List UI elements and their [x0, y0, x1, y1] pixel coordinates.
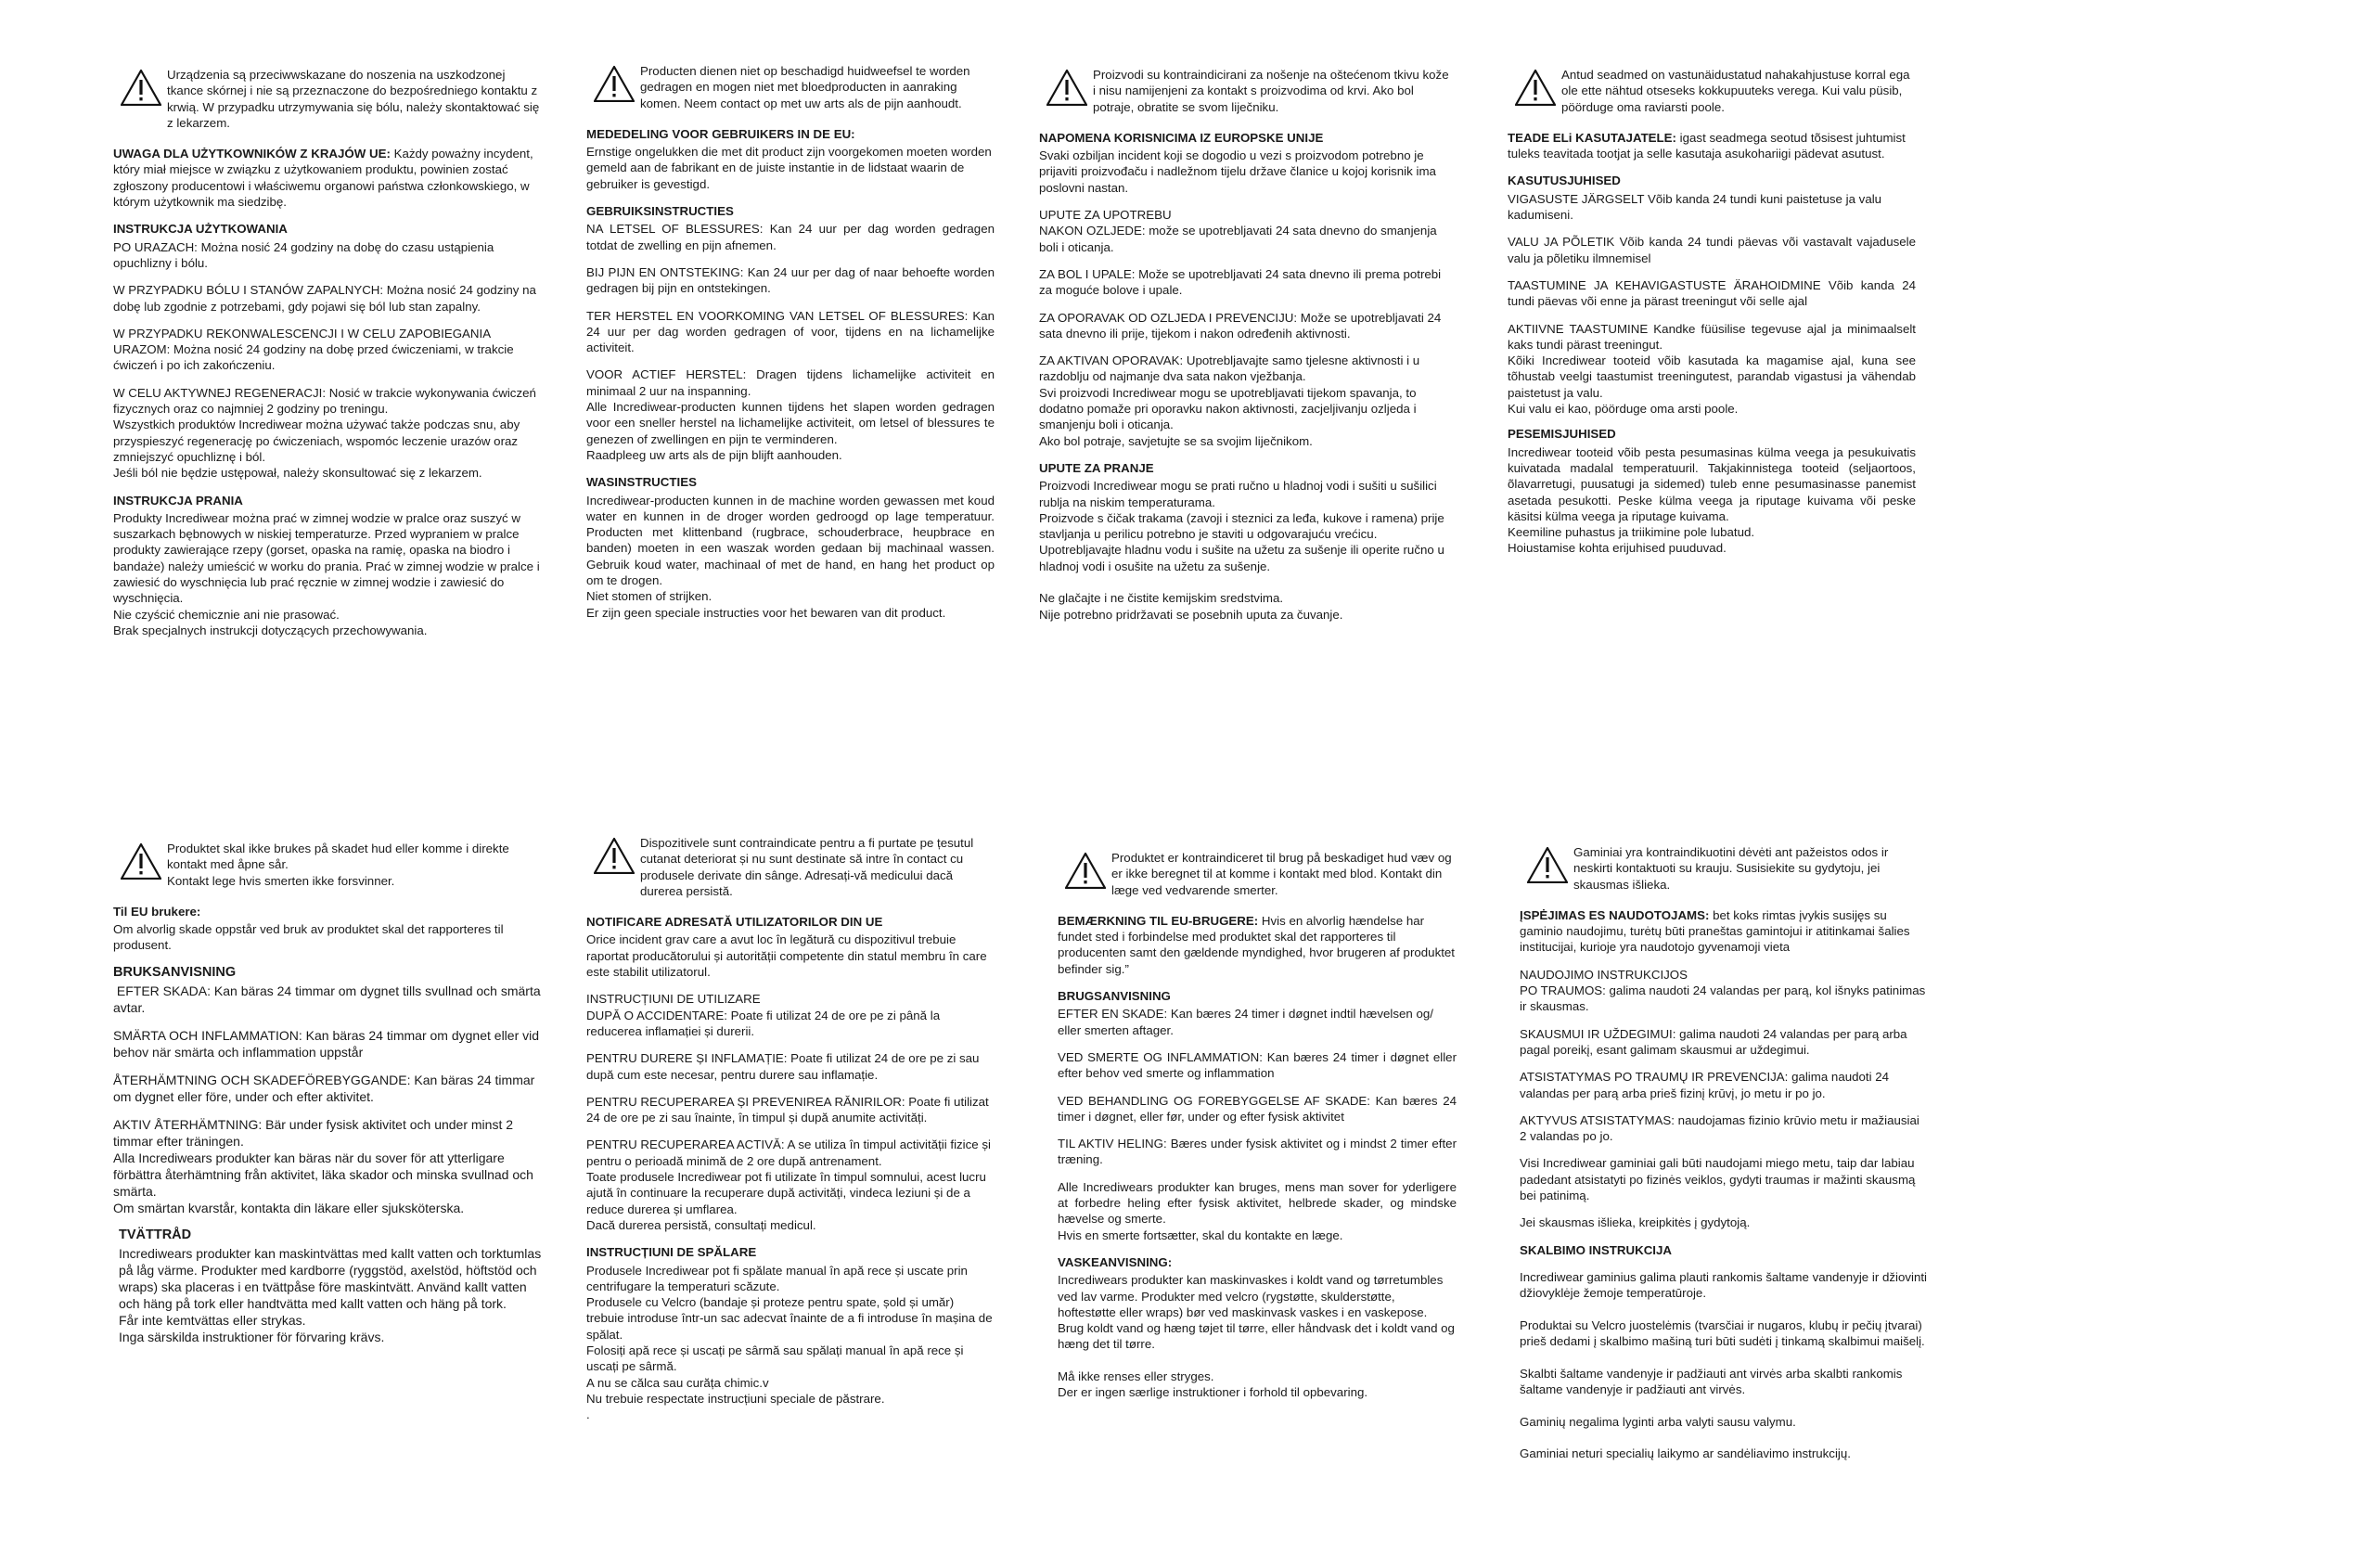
washing-text: Incrediwear-producten kunnen in de machine worden gewassen met koud water en kunnen in de droger worden gedroogd op lage temperatuur. Producten met klittenband (rugbrace, schouderbrace, heupbrace en banden) moeten in een waszak worden gedaan bij machinaal wassen. Gebruik koud water, machinaal of met de hand, en hang het product op om te drogen. Niet stomen of strijken. Er zijn geen speciale instructies voor het bewaren van dit product.	[586, 493, 995, 620]
usage-item: VALU JA PÕLETIK Võib kanda 24 tundi päevas või vastavalt vajadusele valu ja põletiku ilmnemisel	[1508, 235, 1919, 265]
usage-item: Alle Incrediwears produkter kan bruges, mens man sover for yderligere at forbedre heling efter fysisk aktivitet, helbrede skader, og mindske hævelse og smerte. Hvis en smerte fortsætter, skal du kontakte en læge.	[1058, 1179, 1457, 1242]
warning-triangle-icon	[121, 69, 161, 106]
usage-item: W PRZYPADKU REKONWALESCENCJI I W CELU ZAPOBIEGANIA URAZOM: Można nosić 24 godziny na dobę przed ćwiczeniami, w trakcie ćwiczeń i po ich zakończeniu.	[113, 326, 518, 373]
usage-item: SMÄRTA OCH INFLAMMATION: Kan bäras 24 timmar om dygnet eller vid behov när smärta och inflammation uppstår	[113, 1028, 543, 1060]
warning-block	[586, 63, 995, 111]
usage-item: AKTIIVNE TAASTUMINE Kandke füüsilise tegevuse ajal ja minimaalselt kaks tundi pärast treeningut. Kõiki Incrediwear tooteid võib kasutada ka magamise ajal, kuna see tõhustab veelgi taastumist treeningutest, parandab vigastusi ja vähendab paistetust ja valu. Kui valu ei kao, pöörduge oma arsti poole.	[1508, 321, 1916, 417]
usage-item: AKTYVUS ATSISTATYMAS: naudojamas fizinio krūvio metu ir mažiausiai 2 valandas po jo.	[1520, 1112, 1923, 1144]
usage-item: ZA AKTIVAN OPORAVAK: Upotrebljavajte samo tjelesne aktivnosti i u razdoblju od najmanje dva sata nakon vježbanja. Svi proizvodi Incrediwear mogu se upotrebljavati tijekom spavanja, to dodatno pomaže pri oporavku nakon aktivnosti, zacjeljivanju ozljeda i smanjenju boli i oticanja. Ako bol potraje, savjetujte se sa svojim liječnikom.	[1039, 353, 1420, 448]
washing-heading: VASKEANVISNING:	[1058, 1254, 1173, 1269]
usage-heading: NAUDOJIMO INSTRUKCIJOS	[1520, 967, 1688, 982]
usage-item: PENTRU RECUPERAREA ACTIVĂ: A se utiliza în timpul activității fizice și pentru o perioadă minimă de 2 ore după antrenament. Toate produsele Incrediwear pot fi utilizate în timpul somnului, acest lucru ajută în continuare la recuperare după activități, vindeca leziuni și de a reduce durerea și umflarea. Dacă durerea persistă, consultați medicul.	[586, 1137, 991, 1232]
eu-notice-heading: NOTIFICARE ADRESATĂ UTILIZATORILOR DIN UE	[586, 915, 883, 930]
usage-item: PENTRU DURERE ȘI INFLAMAȚIE: Poate fi utilizat 24 de ore pe zi sau după cum este necesar, pentru durere sau inflamație.	[586, 1051, 983, 1082]
eu-notice-text: Ernstige ongelukken die met dit product zijn voorgekomen moeten worden gemeld aan de fabrikant en de juiste instantie in de lidstaat waarin de gebruiker is gevestigd.	[586, 145, 995, 191]
warning-block	[586, 835, 995, 899]
usage-item: Jei skausmas išlieka, kreipkitės į gydytoją.	[1520, 1215, 1751, 1230]
warning-text: Gaminiai yra kontraindikuotini dėvėti ant pažeistos odos ir neskirti kontaktuoti su krauju. Susisiekite su gydytoju, jei skausmas išlieka.	[1573, 845, 1892, 892]
eu-notice-heading: TEADE ELi KASUTAJATELE:	[1508, 130, 1676, 145]
panel-danish	[1058, 850, 1460, 1412]
washing-heading: INSTRUCȚIUNI DE SPĂLARE	[586, 1245, 757, 1260]
usage-item: ZA OPORAVAK OD OZLJEDA I PREVENCIJU: Može se upotrebljavati 24 sata dnevno ili prije, tijekom i nakon određenih aktivnosti.	[1039, 310, 1444, 341]
usage-heading: BRUKSANVISNING	[113, 964, 237, 980]
usage-item: SKAUSMUI IR UŽDEGIMUI: galima naudoti 24 valandas per parą arba pagal poreikį, esant galimam skausmui ar uždegimui.	[1520, 1026, 1911, 1057]
washing-text: Incrediwear tooteid võib pesta pesumasinas külma veega ja pesukuivatis kuivatada madalal temperatuuril. Takjakinnistega tooteid (seljaortoos, õlavarretugi, puusatugi ja sidemed) tuleb enne pesumasinasse panemist asetada pesukotti. Peske külma veega ja riputage kuivama või peske käsitsi külma veega ja riputage kuivama. Keemiline puhastus ja triikimine pole lubatud. Hoiustamise kohta erijuhised puuduvad.	[1508, 444, 1916, 556]
warning-text: Produktet er kontraindiceret til brug på beskadiget hud væv og er ikke beregnet til at komme i kontakt med blod. Kontakt din læge ved vedvarende smerter.	[1111, 851, 1456, 897]
eu-notice-heading: NAPOMENA KORISNICIMA IZ EUROPSKE UNIJE	[1039, 130, 1324, 145]
washing-text: Incrediwears produkter kan maskintvättas med kallt vatten och torktumlas på låg värme. Produkter med kardborre (ryggstöd, axelstöd, höftstöd och wraps) ska placeras i en tvättpåse före maskintvätt. Använd kallt vatten och häng på tork eller handtvätta med kallt vatten och häng på tork. Får inte kemtvättas eller strykas. Inga särskilda instruktioner för förvaring krävs.	[119, 1246, 542, 1345]
eu-notice-text: igast seadmega seotud tõsisest juhtumist tuleks teavitada tootjat ja selle kasutaja asukohariigi pädevat asutust.	[1508, 130, 1909, 161]
usage-item: NAKON OZLJEDE: može se upotrebljavati 24 sata dnevno do smanjenja boli i oticanja.	[1039, 224, 1441, 254]
usage-heading: UPUTE ZA UPOTREBU	[1039, 208, 1172, 223]
usage-item: PO TRAUMOS: galima naudoti 24 valandas per parą, kol išnyks patinimas ir skausmas.	[1520, 983, 1929, 1014]
usage-item: TAASTUMINE JA KEHAVIGASTUSTE ÄRAHOIDMINE Võib kanda 24 tundi päevas või enne ja pärast treeningut või selle ajal	[1508, 277, 1919, 309]
eu-notice-text: Hvis en alvorlig hændelse har fundet sted i forbindelse med produktet skal det rapporteres til producenten samt den gældende myndighed, hvor brugeren af produktet befinder sig.”	[1058, 913, 1458, 976]
warning-block	[1058, 850, 1457, 898]
usage-item: BIJ PIJN EN ONTSTEKING: Kan 24 uur per dag of naar behoefte worden gedragen bij pijn en ontstekingen.	[586, 264, 998, 296]
warning-triangle-icon	[1046, 69, 1087, 106]
washing-text: Incrediwears produkter kan maskinvaskes i koldt vand og tørretumbles ved lav varme. Produkter med velcro (rygstøtte, skulderstøtte, hoftestøtte eller wraps) bør ved maskinvask vaskes i en vaskepose. Brug koldt vand og hæng tøjet til tørre, eller håndvask det i koldt vand og hæng det til tørre. Må ikke renses eller stryges. Der er ingen særlige instruktioner i forhold til opbevaring.	[1058, 1273, 1455, 1400]
warning-block	[113, 841, 549, 889]
eu-notice-text: Om alvorlig skade oppstår ved bruk av produktet skal det rapporteres til produsent.	[113, 922, 507, 953]
eu-notice-heading: ĮSPĖJIMAS ES NAUDOTOJAMS:	[1520, 907, 1710, 922]
warning-triangle-icon	[594, 65, 635, 102]
warning-text: Produktet skal ikke brukes på skadet hud eller komme i direkte kontakt med åpne sår. Kontakt lege hvis smerten ikke forsvinner.	[167, 842, 509, 888]
washing-text: Produkty Incrediwear można prać w zimnej wodzie w pralce oraz suszyć w suszarkach bębnowych w niskiej temperaturze. Przed wypraniem w pralce produkty zawierające rzepy (gorset, opaska na ramię, opaska na biodro i bandaże) należy umieścić w worku do prania. Prać w zimnej wodzie w pralce i zawiesić do wyschnięcia lub prać ręcznie w zimnej wodzie i zawiesić do wyschnięcia. Nie czyścić chemicznie ani nie prasować. Brak specjalnych instrukcji dotyczących przechowywania.	[113, 510, 540, 637]
warning-text: Antud seadmed on vastunäidustatud nahakahjustuse korral ega ole ette nähtud otseseks kokkupuuteks verega. Kui valu püsib, pöörduge oma raviarsti poole.	[1561, 68, 1914, 114]
usage-item: DUPĂ O ACCIDENTARE: Poate fi utilizat 24 de ore pe zi până la reducerea inflamației și durerii.	[586, 1008, 944, 1038]
warning-triangle-icon	[1527, 846, 1568, 883]
usage-item: EFTER EN SKADE: Kan bæres 24 timer i døgnet indtil hævelsen og/ eller smerten aftager.	[1058, 1007, 1437, 1037]
warning-text: Dispozitivele sunt contraindicate pentru a fi purtate pe țesutul cutanat deteriorat și nu sunt destinate să intre în contact cu produsele derivate din sânge. Adresați-vă medicului dacă durerea persistă.	[640, 836, 977, 898]
eu-notice-text: Każdy poważny incydent, który miał miejsce w związku z użytkowaniem produktu, powinien zostać zgłoszony producentowi i właściwemu organowi państwa członkowskiego, w którym użytkownik ma siedzibę.	[113, 147, 537, 210]
usage-heading: BRUGSANVISNING	[1058, 989, 1171, 1004]
usage-item: PENTRU RECUPERAREA ȘI PREVENIREA RĂNIRILOR: Poate fi utilizat 24 de ore pe zi sau înainte, în timpul și după anumite activități.	[586, 1094, 993, 1125]
panel-dutch	[586, 63, 998, 632]
eu-notice-heading: MEDEDELING VOOR GEBRUIKERS IN DE EU:	[586, 126, 855, 141]
usage-item: VIGASUSTE JÄRGSELT Võib kanda 24 tundi kuni paistetuse ja valu kadumiseni.	[1508, 191, 1885, 223]
washing-heading: TVÄTTRÅD	[119, 1227, 192, 1243]
warning-triangle-icon	[1065, 852, 1106, 889]
warning-triangle-icon	[1515, 69, 1556, 106]
usage-item: EFTER SKADA: Kan bäras 24 timmar om dygnet tills svullnad och smärta avtar.	[113, 983, 545, 1016]
warning-text: Producten dienen niet op beschadigd huidweefsel te worden gedragen en mogen niet met bloedproducten in aanraking komen. Neem contact op met uw arts als de pijn aanhoudt.	[640, 64, 974, 110]
usage-item: ÅTERHÄMTNING OCH SKADEFÖREBYGGANDE: Kan bäras 24 timmar om dygnet eller före, under och efter aktivitet.	[113, 1073, 539, 1105]
warning-block	[1039, 67, 1452, 115]
panel-romanian	[586, 835, 995, 1434]
warning-block	[113, 67, 543, 131]
eu-notice-text: Orice incident grav care a avut loc în legătură cu dispozitivul trebuie raportat producătorului și autorității competente din statul membru în care este stabilit utilizatorul.	[586, 932, 991, 980]
eu-notice-heading: Til EU brukere:	[113, 904, 201, 919]
panel-croatian	[1039, 67, 1452, 634]
warning-text: Proizvodi su kontraindicirani za nošenje na oštećenom tkivu kože i nisu namijenjeni za kontakt s proizvodima od krvi. Ako bol potraje, obratite se svom liječniku.	[1093, 68, 1453, 114]
washing-heading: PESEMISJUHISED	[1508, 427, 1616, 442]
usage-item: W PRZYPADKU BÓLU I STANÓW ZAPALNYCH: Można nosić 24 godziny na dobę lub zgodnie z potrzebami, gdy pojawi się ból lub stan zapalny.	[113, 283, 540, 314]
usage-heading: KASUTUSJUHISED	[1508, 174, 1621, 188]
panel-polish	[113, 67, 543, 649]
usage-item: PO URAZACH: Można nosić 24 godziny na dobę do czasu ustąpienia opuchlizny i bólu.	[113, 239, 497, 270]
usage-item: TIL AKTIV HELING: Bæres under fysisk aktivitet og i mindst 2 timer efter træning.	[1058, 1137, 1460, 1167]
usage-item: VED BEHANDLING OG FOREBYGGELSE AF SKADE: Kan bæres 24 timer i døgnet, eller før, under og efter fysisk aktivitet	[1058, 1093, 1460, 1124]
usage-item: ATSISTATYMAS PO TRAUMŲ IR PREVENCIJA: galima naudoti 24 valandas per parą arba prieš fizinį krūvį, jo metu ir po jo.	[1520, 1070, 1893, 1100]
usage-item: W CELU AKTYWNEJ REGENERACJI: Nosić w trakcie wykonywania ćwiczeń fizycznych oraz co najmniej 2 godziny po treningu. Wszystkich produktów Incrediwear można używać także podczas snu, aby przyspieszyć regenerację po ćwiczeniach, wspomóc leczenie urazów oraz zmniejszyć opuchliznę i ból. Jeśli ból nie będzie ustępował, należy skonsultować się z lekarzem.	[113, 385, 536, 481]
washing-text: Proizvodi Incrediwear mogu se prati ručno u hladnoj vodi i sušiti u sušilici rublja na niskim temperaturama. Proizvode s čičak trakama (zavoji i steznici za leđa, kukove i ramena) prije stavljanja u perilicu potrebno je staviti u odgovarajuću vrećicu. Upotrebljavajte hladnu vodu i sušite na užetu za sušenje ili operite ručno u hladnoj vodi i osušite na užetu za sušenje. Ne glačajte i ne čistite kemijskim sredstvima. Nije potrebno pridržavati se posebnih uputa za čuvanje.	[1039, 479, 1444, 622]
washing-text: Incrediwear gaminius galima plauti rankomis šaltame vandenyje ir džiovinti džiovyklėje žemoje temperatūroje. Produktai su Velcro juostelėmis (tvarsčiai ir nugaros, klubų ir pečių įtvarai) prieš dedami į skalbimo mašiną turi būti sudėti į tinkamą skalbimui maišelį. Skalbti šaltame vandenyje ir padžiauti ant virvės arba skalbti rankomis šaltame vandenyje ir padžiauti ant virvės. Gaminių negalima lyginti arba valyti sausu valymu. Gaminiai neturi specialių laikymo ar sandėliavimo instrukcijų.	[1520, 1269, 1927, 1461]
usage-item: VOOR ACTIEF HERSTEL: Dragen tijdens lichamelijke activiteit en minimaal 2 uur na inspanning. Alle Incrediwear-producten kunnen tijdens het slapen worden gedragen voor een sneller herstel na lichamelijke activiteit, om letsel of blessures te genezen of zwellingen en pijn te verminderen. Raadpleeg uw arts als de pijn blijft aanhouden.	[586, 367, 995, 462]
usage-heading: GEBRUIKSINSTRUCTIES	[586, 204, 734, 219]
panel-estonian	[1508, 67, 1919, 568]
usage-item: Visi Incrediwear gaminiai gali būti naudojami miego metu, taip dar labiau padedant atsistatyti po fizinės veiklos, gydyti traumas ir mažinti skausmą bei patinimą.	[1520, 1156, 1919, 1203]
usage-heading: INSTRUKCJA UŻYTKOWANIA	[113, 222, 288, 237]
washing-heading: UPUTE ZA PRANJE	[1039, 460, 1154, 475]
eu-notice-heading: UWAGA DLA UŻYTKOWNIKÓW Z KRAJÓW UE:	[113, 147, 391, 161]
washing-heading: SKALBIMO INSTRUKCIJA	[1520, 1242, 1672, 1257]
eu-notice-text: Svaki ozbiljan incident koji se dogodio u vezi s proizvodom potrebno je prijaviti proizvođaču i nadležnom tijelu države članice u kojoj korisnik ima poslovni nastan.	[1039, 148, 1440, 195]
warning-triangle-icon	[121, 842, 161, 880]
warning-block	[1508, 67, 1916, 115]
usage-item: AKTIV ÅTERHÄMTNING: Bär under fysisk aktivitet och under minst 2 timmar efter träningen. Alla Incrediwears produkter kan bäras när du sover för att ytterligare förbättra återhämtning från aktivitet, läka skador och minska svullnad och smärta. Om smärtan kvarstår, kontakta din läkare eller sjuksköterska.	[113, 1117, 533, 1216]
panel-norwegian-swedish	[113, 841, 549, 1356]
washing-heading: INSTRUKCJA PRANIA	[113, 493, 243, 508]
eu-notice-text: bet koks rimtas įvykis susijęs su gaminio naudojimu, turėtų būti praneštas gamintojui ir atitinkamai šalies institucijai, kurioje yra naudotojo gyvenamoji vieta	[1520, 907, 1914, 955]
eu-notice-heading: BEMÆRKNING TIL EU-BRUGERE:	[1058, 913, 1259, 928]
usage-item: TER HERSTEL EN VOORKOMING VAN LETSEL OF BLESSURES: Kan 24 uur per dag worden gedragen of voor, tijdens en na lichamelijke activiteit.	[586, 308, 998, 355]
panel-lithuanian	[1520, 844, 1928, 1473]
washing-text: Produsele Incrediwear pot fi spălate manual în apă rece și uscate prin centrifugare la temperaturi scăzute. Produsele cu Velcro (bandaje și proteze pentru spate, șold și umăr) trebuie introduse într-un sac adecvat înainte de a fi introduse în mașina de spălat. Folosiți apă rece și uscați pe sârmă sau spălați manual în apă rece și uscați pe sârmă. A nu se călca sau curăța chimic.v Nu trebuie respectate instrucțiuni speciale de păstrare. .	[586, 1263, 993, 1422]
washing-heading: WASINSTRUCTIES	[586, 475, 697, 490]
usage-item: NA LETSEL OF BLESSURES: Kan 24 uur per dag worden gedragen totdat de zwelling en pijn afnemen.	[586, 222, 998, 252]
usage-item: VED SMERTE OG INFLAMMATION: Kan bæres 24 timer i døgnet eller efter behov ved smerte og inflammation	[1058, 1049, 1460, 1081]
warning-text: Urządzenia są przeciwwskazane do noszenia na uszkodzonej tkance skórnej i nie są przeznaczone do bezpośredniego kontaktu z krwią. W przypadku utrzymywania się bólu, należy skontaktować się z lekarzem.	[167, 68, 543, 130]
usage-item: ZA BOL I UPALE: Može se upotrebljavati 24 sata dnevno ili prema potrebi za moguće bolove i upale.	[1039, 266, 1444, 298]
warning-triangle-icon	[594, 837, 635, 874]
warning-block	[1520, 844, 1928, 893]
usage-heading: INSTRUCȚIUNI DE UTILIZARE	[586, 992, 761, 1007]
